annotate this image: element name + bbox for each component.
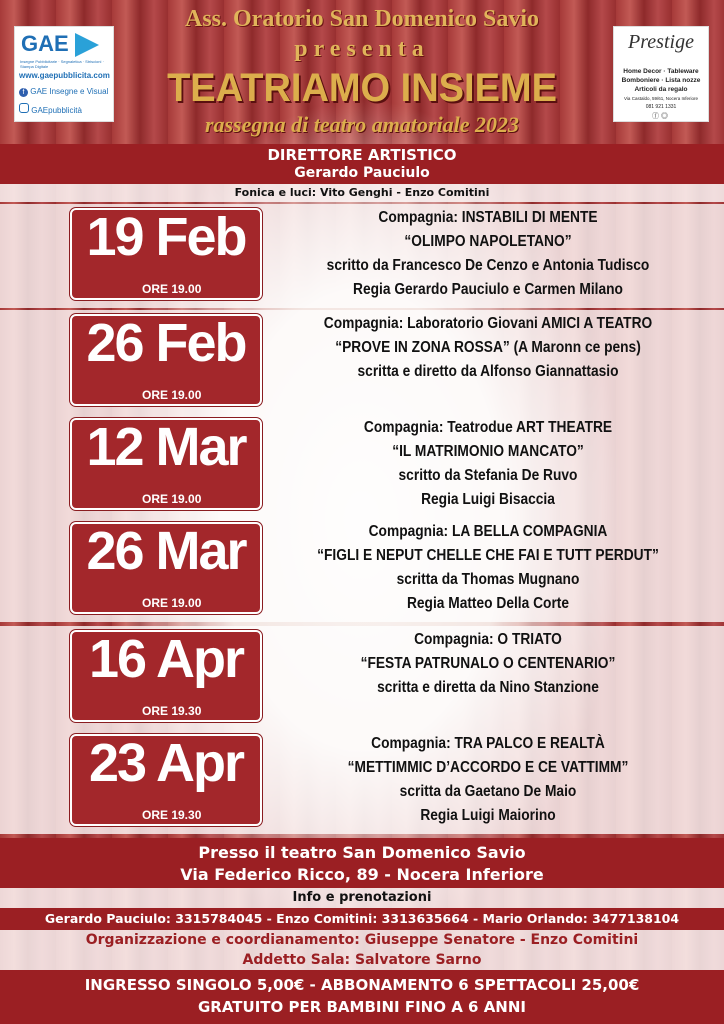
show-date: 23 Apr: [88, 733, 244, 793]
prestige-line3: Articoli da regalo: [634, 86, 688, 93]
header-subtitle: rassegna di teatro amatoriale 2023: [204, 112, 520, 137]
organization-line: Organizzazione e coordianamento: Giuseppe Senatore - Enzo Comitini: [85, 932, 639, 948]
show-time: ORE 19.00: [142, 388, 202, 402]
header-title: TEATRIAMO INSIEME: [167, 66, 557, 110]
show-detail-line: “FESTA PATRUNALO O CENTENARIO”: [360, 655, 616, 672]
show-date-box: [70, 208, 262, 300]
prestige-address: Via Castaldo, 59/61, Nocera Inferiore: [624, 96, 698, 101]
show-details: [299, 416, 677, 512]
ticket-free-children: GRATUITO PER BAMBINI FINO A 6 ANNI: [197, 998, 526, 1016]
venue-name: Presso il teatro San Domenico Savio: [198, 843, 526, 862]
gae-instagram: GAEpubblicità: [31, 106, 82, 115]
hall-attendant-line: Addetto Sala: Salvatore Sarno: [242, 952, 482, 968]
prestige-brand: Prestige: [628, 31, 694, 53]
show-detail-line: Regia Matteo Della Corte: [406, 595, 570, 612]
show-detail-line: Compagnia: Teatrodue ART THEATRE: [363, 419, 613, 436]
artistic-director-band: [0, 144, 724, 184]
artistic-director-name: Gerardo Pauciulo: [294, 165, 430, 181]
artistic-director-title: DIRETTORE ARTISTICO: [267, 146, 457, 164]
show-detail-line: [299, 384, 677, 408]
show-time: ORE 19.00: [142, 596, 202, 610]
show-time: ORE 19.00: [142, 492, 202, 506]
show-detail-line: “IL MATRIMONIO MANCATO”: [392, 443, 584, 460]
facebook-icon: f: [19, 88, 28, 97]
venue-address: Via Federico Ricco, 89 - Nocera Inferiore: [180, 865, 544, 884]
show-detail-line: scritta e diretta da Nino Stanzione: [377, 679, 599, 696]
info-title: Info e prenotazioni: [0, 888, 724, 908]
show-date: 12 Mar: [86, 417, 246, 477]
header-organizer: Ass. Oratorio San Domenico Savio: [185, 6, 539, 32]
show-row: [0, 626, 724, 730]
venue-band: [0, 838, 724, 888]
show-detail-line: scritto da Stefania De Ruvo: [398, 467, 578, 484]
show-detail-line: scritta e diretto da Alfonso Giannattasio: [357, 363, 619, 380]
tickets-band: [0, 970, 724, 1024]
show-date: 26 Feb: [86, 313, 246, 373]
prestige-social-icons: ⓕ ◎: [652, 113, 668, 120]
show-time: ORE 19.30: [142, 704, 202, 718]
gae-tagline: Insegne Pubblicitarie · Segnaletica · Striscioni · Stampa Digitale: [20, 59, 104, 69]
prestige-phone: 081 921 1331: [645, 104, 677, 110]
show-date-box: [70, 522, 262, 614]
show-time: ORE 19.30: [142, 808, 202, 822]
show-date: 26 Mar: [86, 521, 246, 581]
show-time: ORE 19.00: [142, 282, 202, 296]
show-details: [299, 628, 677, 724]
show-date-box: [70, 418, 262, 510]
show-details: [299, 206, 677, 302]
show-detail-line: Compagnia: O TRIATO: [414, 631, 562, 648]
show-detail-line: Regia Luigi Bisaccia: [421, 491, 555, 508]
show-details: [299, 732, 677, 828]
show-detail-line: Regia Gerardo Pauciulo e Carmen Milano: [353, 281, 623, 298]
show-detail-line: Regia Luigi Maiorino: [420, 807, 556, 824]
show-detail-line: scritta da Thomas Mugnano: [396, 571, 580, 588]
gae-website: www.gaepubblicita.com: [19, 71, 110, 80]
show-date-box: [70, 630, 262, 722]
prestige-line2: Bomboniere · Lista nozze: [621, 77, 701, 84]
sound-lights-credit: Fonica e luci: Vito Genghi - Enzo Comitini: [0, 184, 724, 202]
show-details: [299, 520, 677, 616]
show-detail-line: Compagnia: TRA PALCO E REALTÀ: [371, 735, 605, 752]
show-detail-line: “FIGLI E NEPUT CHELLE CHE FAI E TUTT PERDUT”: [317, 547, 659, 564]
show-date: 19 Feb: [86, 207, 246, 267]
show-date: 16 Apr: [88, 629, 244, 689]
show-details: [299, 312, 677, 408]
show-row: [0, 518, 724, 622]
show-row: [0, 310, 724, 414]
header-presenta: presenta: [294, 36, 430, 62]
show-row: [0, 414, 724, 518]
organization-block: [0, 930, 724, 970]
show-detail-line: Compagnia: LA BELLA COMPAGNIA: [368, 523, 608, 540]
show-detail-line: “OLIMPO NAPOLETANO”: [404, 233, 572, 250]
show-row: [0, 204, 724, 308]
show-detail-line: [299, 700, 677, 724]
show-detail-line: “METTIMMIC D’ACCORDO E CE VATTIMM”: [347, 759, 629, 776]
show-detail-line: scritto da Francesco De Cenzo e Antonia Tudisco: [326, 257, 650, 274]
info-contacts: Gerardo Pauciulo: 3315784045 - Enzo Comitini: 3313635664 - Mario Orlando: 3477138104: [0, 908, 724, 930]
show-date-box: [70, 314, 262, 406]
ticket-prices: INGRESSO SINGOLO 5,00€ - ABBONAMENTO 6 SPETTACOLI 25,00€: [84, 976, 640, 994]
prestige-line1: Home Decor · Tableware: [623, 68, 699, 75]
show-detail-line: scritta da Gaetano De Maio: [399, 783, 577, 800]
show-detail-line: Compagnia: Laboratorio Giovani AMICI A TEATRO: [323, 315, 653, 332]
show-date-box: [70, 734, 262, 826]
show-row: [0, 730, 724, 834]
gae-brand: GAE: [21, 31, 69, 56]
gae-facebook: GAE Insegne e Visual: [30, 87, 109, 96]
show-detail-line: Compagnia: INSTABILI DI MENTE: [378, 209, 598, 226]
show-detail-line: “PROVE IN ZONA ROSSA” (A Maronn ce pens): [335, 339, 641, 356]
